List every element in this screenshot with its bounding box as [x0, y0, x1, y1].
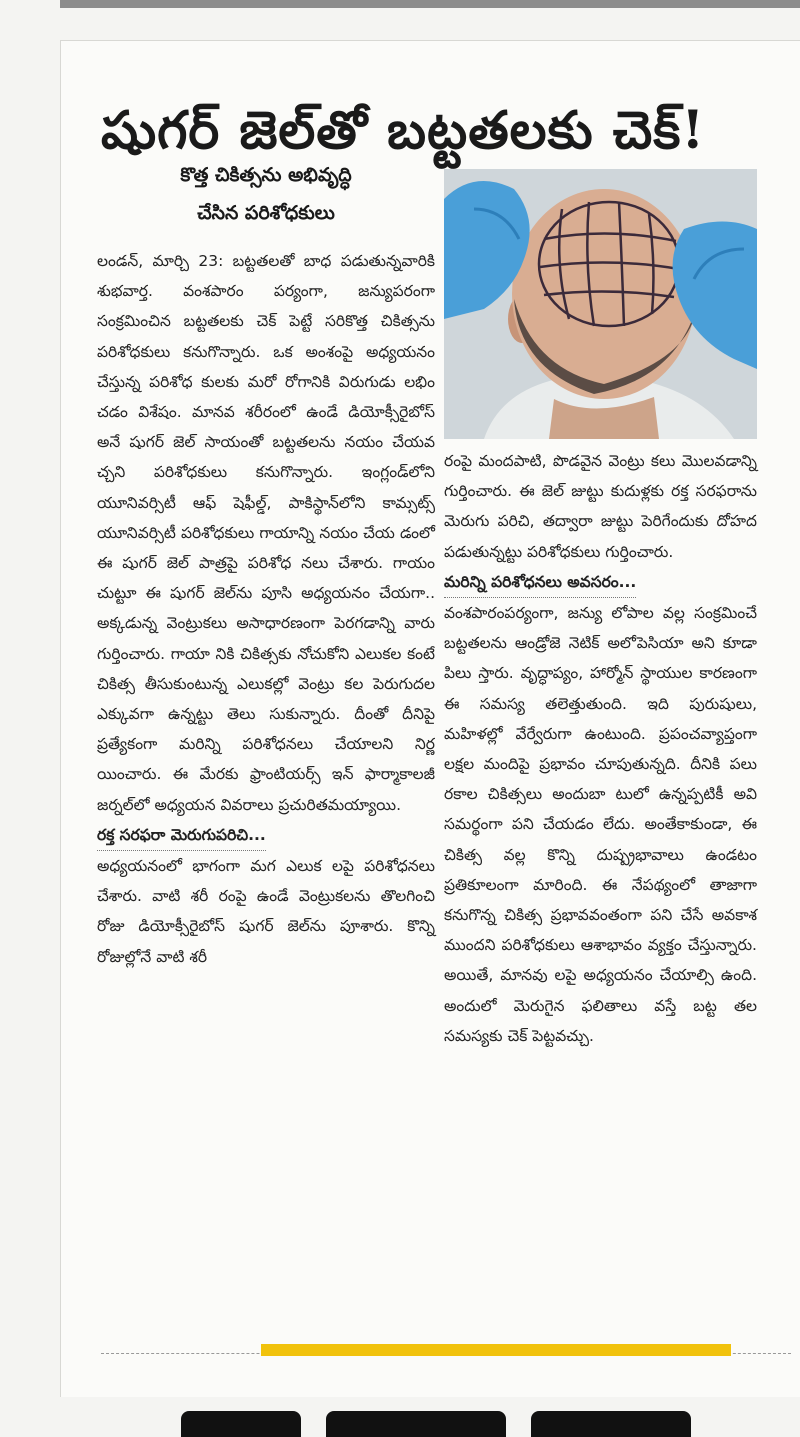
cutoff-glyph-block — [326, 1411, 506, 1437]
col2-paragraph-2: వంశపారంపర్యంగా, జన్యు లోపాల వల్ల సంక్రమించే బట్టతలను ఆండ్రోజె నెటిక్ అలోపెసియా అని కూడా పిలు స్తారు. వృద్ధాప్యం, హార్మోన్ స్థాయుల కారణంగా ఈ సమస్య తలెత్తుతుంది. ఇది పురుషులు, మహిళల్లో వేర్వేరుగా ఉంటుంది. ప్రపంచవ్యాప్తంగా లక్షల మందిపై ప్రభావం చూపుతున్నది. దీనికి పలు రకాల చికిత్సలు అందుబా టులో ఉన్నప్పటికీ అవి సమర్థంగా పని చేయడం లేదు. అంతేకాకుండా, ఈ చికిత్స వల్ల కొన్ని దుష్ప్రభావాలు ఉండటం ప్రతికూలంగా మారింది. ఈ నేపథ్యంలో తాజాగా కనుగొన్న చికిత్స ప్రభావవంతంగా పని చేసే అవకాశ ముందని పరిశోధకులు ఆశాభావం వ్యక్తం చేస్తున్నారు. అయితే, మానవు లపై అధ్యయనం చేయాల్సి ఉంది. అందులో మెరుగైన ఫలితాలు వస్తే బట్ట తల సమస్యకు చెక్ పెట్టవచ్చు. — [444, 604, 757, 1045]
subhead-line-2: చేసిన పరిశోధకులు — [197, 202, 335, 224]
article-column-2 — [444, 446, 757, 1051]
next-article-headline-cutoff — [121, 1393, 791, 1437]
top-divider-bar — [60, 0, 800, 8]
newspaper-page — [60, 40, 800, 1397]
article-photo — [444, 169, 757, 439]
cutoff-glyph-block — [531, 1411, 691, 1437]
scalp-grid-photo-icon — [444, 169, 757, 439]
col1-paragraph-1: లండన్, మార్చి 23: బట్టతలతో బాధ పడుతున్నవారికి శుభవార్త. వంశపారం పర్యంగా, జన్యుపరంగా సంక్రమించిన బట్టతలకు చెక్ పెట్టే సరికొత్త చికిత్సను పరిశోధకులు కనుగొన్నారు. ఒక అంశంపై అధ్యయనం చేస్తున్న పరిశోధ కులకు మరో రోగానికి విరుగుడు లభిం చడం విశేషం. మానవ శరీరంలో ఉండే డియోక్సీరైబోస్ అనే షుగర్ జెల్ సాయంతో బట్టతలను నయం చేయవ చ్చని పరిశోధకులు కనుగొన్నారు. ఇంగ్లండ్‌లోని యూనివర్సిటీ ఆఫ్ షెఫీల్డ్, పాకిస్థాన్‌లోని కామ్సట్స్ యూనివర్సిటీ పరిశోధకులు గాయాన్ని నయం చేయ డంలో ఈ షుగర్ జెల్ పాత్రపై పరిశోధ నలు చేశారు. గాయం చుట్టూ ఈ షుగర్ జెల్‌ను పూసి అధ్యయనం చేయగా.. అక్కడున్న వెంట్రుకలు అసాధారణంగా పెరగడాన్ని వారు గుర్తించారు. గాయా నికి చికిత్సకు నోచుకోని ఎలుకల కంటే చికిత్స తీసుకుంటున్న ఎలుకల్లో వెంట్రు కల పెరుగుదల ఎక్కువగా ఉన్నట్టు తెలు సుకున్నారు. దీంతో దీనిపై ప్రత్యేకంగా మరిన్ని పరిశోధనలు చేయాలని నిర్ణ యించారు. ఈ మేరకు ఫ్రాంటియర్స్ ఇన్ ఫార్మాకాలజీ జర్నల్‌లో అధ్యయన వివరాలు ప్రచురితమయ్యాయి. — [97, 252, 435, 814]
subhead-line-1: కొత్త చికిత్సను అభివృద్ధి — [180, 164, 352, 186]
col2-subheading: మరిన్ని పరిశోధనలు అవసరం... — [444, 567, 636, 598]
accent-bar — [261, 1344, 731, 1356]
cutoff-glyph-block — [181, 1411, 301, 1437]
col1-paragraph-2: అధ్యయనంలో భాగంగా మగ ఎలుక లపై పరిశోధనలు చేశారు. వాటి శరీ రంపై ఉండే వెంట్రుకలను తొలగించి రోజు డియోక్సీరైబోస్ షుగర్ జెల్‌ను పూశారు. కొన్ని రోజుల్లోనే వాటి శరీ — [97, 857, 435, 966]
col1-subheading: రక్త సరఫరా మెరుగుపరిచి... — [97, 820, 266, 851]
col2-paragraph-1: రంపై మందపాటి, పొడవైన వెంట్రు కలు మొలవడాన్ని గుర్తించారు. ఈ జెల్ జుట్టు కుదుళ్లకు రక్త సరఫరాను మెరుగు పరిచి, తద్వారా జుట్టు పెరిగేందుకు దోహద పడుతున్నట్టు పరిశోధకులు గుర్తించారు. — [444, 452, 757, 561]
article-subhead — [121, 156, 411, 232]
article-column-1 — [97, 246, 435, 972]
article-headline: షుగర్ జెల్‌తో బట్టతలకు చెక్! — [101, 100, 706, 161]
